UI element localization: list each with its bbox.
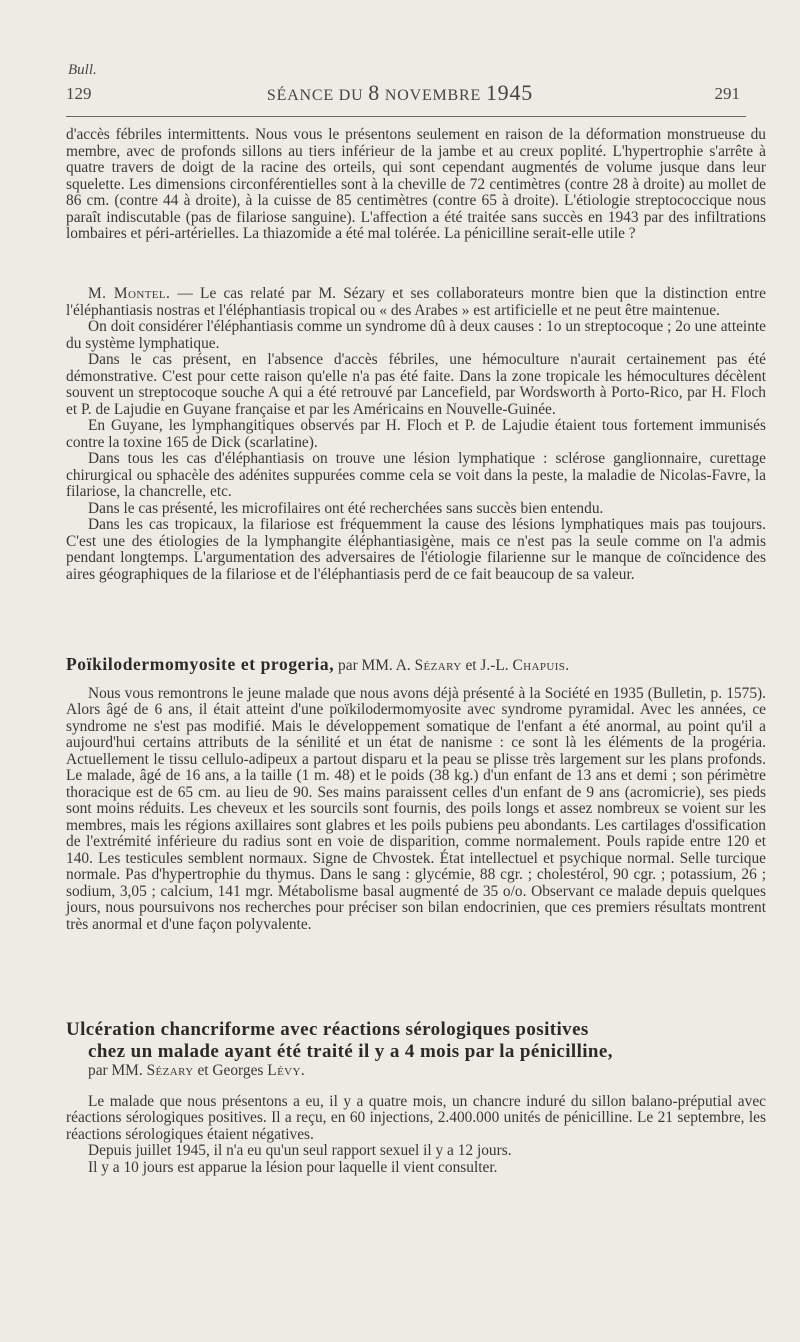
discussion-paragraph-5: Dans tous les cas d'éléphantiasis on trouve une lésion lymphatique : sclérose ganglionnaire, curettage chirurgical ou sphacèle des adénites suppurées comme cela se voit dans la peste, la maladie de Nicolas-Favre, la filariose, la chancrelle, etc. [66, 450, 766, 500]
author-chapuis: Chapuis. [512, 657, 570, 674]
running-head-c: NOVEMBRE [380, 87, 486, 104]
section-ulceration-title-line-2: chez un malade ayant été traité il y a 4 mois par la pénicilline, [88, 1041, 613, 1062]
page-number-right: 291 [714, 84, 740, 103]
section-ulceration-title-line-1: Ulcération chancriforme avec réactions sérologiques positives [66, 1019, 589, 1040]
page-number-left: 129 [66, 84, 92, 103]
author-sezary: Sézary [414, 657, 462, 674]
discussion-text-1: — Le cas relaté par M. Sézary et ses collaborateurs montre bien que la distinction entre l'éléphantiasis nostras et l'éléphantiasis tropical ou « des Arabes » est artificielle et ne peut être maintenue. [66, 285, 766, 319]
intro-paragraph: d'accès fébriles intermittents. Nous vous le présentons seulement en raison de la déformation monstrueuse du membre, avec de profonds sillons au tiers inférieur de la jambe et au creux poplité. L'hypertrophie s'arrête à quatre travers de doigt de la racine des orteils, qui sont cependant augmentés de volume jusque dans leur squelette. Les dimensions circonférentielles sont à la cheville de 72 centimètres (contre 28 à droite) au mollet de 86 cm. (contre 44 à droite), à la cuisse de 85 centimètres (contre 65 à droite). L'étiologie streptococcique nous paraît indiscutable (pas de filariose sanguine). L'affection a été traitée sans succès en 1943 par des infiltrations lombaires et péri-artérielles. La thiazomide a été mal tolérée. La pénicilline serait-elle utile ? [66, 126, 766, 242]
discussion-paragraph-7: Dans les cas tropicaux, la filariose est fréquemment la cause des lésions lymphatiques mais pas toujours. C'est une des étiologies de la lymphangite éléphantiasigène, mais ce n'est pas la seule comme on l'a admis pendant longtemps. L'argumentation des adversaires de l'étiologie filarienne sur le manque de coïncidence des aires géographiques de la filariose et de l'éléphantiasis perd de ce fait beaucoup de sa valeur. [66, 516, 766, 583]
section-ulceration [66, 1019, 766, 1176]
header-rule [66, 116, 746, 117]
section-ulceration-paragraph-3: Il y a 10 jours est apparue la lésion pour laquelle il vient consulter. [88, 1158, 498, 1176]
section-ulceration-paragraph-2: Depuis juillet 1945, il n'a eu qu'un seul rapport sexuel il y a 12 jours. [88, 1142, 512, 1159]
section-progeria [66, 656, 766, 933]
section-ulceration-authors: par MM. Sézary et Georges Lévy. [88, 1062, 306, 1079]
marginal-note: Bull. [68, 62, 97, 78]
discussant-name: M. Montel. [88, 285, 171, 302]
running-head-day: 8 [368, 80, 381, 105]
discussion-paragraph-4: En Guyane, les lymphangitiques observés par H. Floch et P. de Lajudie étaient tous fortement immunisés contre la toxine 165 de Dick (scarlatine). [66, 417, 766, 451]
running-head-year: 1945 [485, 80, 534, 105]
section-progeria-heading: Poïkilodermomyosite et progeria, par MM. A. Sézary et J.-L. Chapuis. [66, 654, 570, 674]
section-progeria-body: Nous vous remontrons le jeune malade que nous avons déjà présenté à la Société en 1935 (Bulletin, p. 1575). Alors âgé de 6 ans, il était atteint d'une poïkilodermomyosite avec syndrome pyramidal. Avec les années, ce syndrome ne s'est pas modifié. Mais le développement somatique de l'enfant a été anormal, au point qu'il a aujourd'hui certains attributs de la sénilité et un état de nanisme : ce sont là les éléments de la progéria. Actuellement le tissu cellulo-adipeux a partout disparu et la peau se plisse très largement sur les plans profonds. Le malade, âgé de 16 ans, a la taille (1 m. 48) et le poids (38 kg.) d'un enfant de 13 ans et demi ; son périmètre thoracique est de 65 cm. au lieu de 90. Ses mains paraissent celles d'un enfant de 9 ans (acromicrie), ses pieds sont moins réduits. Les cheveux et les sourcils sont fournis, des poils longs et assez nombreux se voient sur les membres, mais les régions axillaires sont glabres et les poils pubiens peu abondants. Les cartilages d'ossification de l'extrémité inférieure du radius sont en voie de disparition, comme normalement. Pouls rapide entre 120 et 140. Les testicules semblent normaux. Signe de Chvostek. État intellectuel et psychique normal. Selle turcique normale. Pas d'hypertrophie du thymus. Dans le sang : glycémie, 88 cgr. ; cholestérol, 90 cgr. ; potassium, 26 ; sodium, 3,05 ; calcium, 141 mgr. Métabolisme basal augmenté de 35 o/o. Observant ce malade depuis quelques jours, nous poursuivons nos recherches pour préciser son bilan endocrinien, que ces premiers résultats montrent très anormal et d'une façon polyvalente. [66, 684, 766, 933]
running-head-a: SÉANCE DU [266, 87, 369, 104]
author-levy: Lévy. [267, 1062, 306, 1079]
author-sezary-2: Sézary [146, 1062, 194, 1079]
discussion-paragraph-3: Dans le cas présent, en l'absence d'accès fébriles, une hémoculture n'aurait certainement pas été démonstrative. C'est pour cette raison qu'elle n'a pas été faite. Dans la zone tropicale les hémocultures décèlent souvent un streptocoque souche A qui a été retrouvé par Lancefield, par Wordsworth à Porto-Rico, par H. Floch et P. de Lajudie en Guyane française et par les Américains en Nouvelle-Guinée. [66, 351, 766, 418]
section-progeria-title: Poïkilodermomyosite et progeria, [66, 654, 335, 674]
section-ulceration-paragraph-1: Le malade que nous présentons a eu, il y a quatre mois, un chancre induré du sillon balano-préputial avec réactions sérologiques positives. Il a reçu, en 60 injections, 2.400.000 unités de pénicilline. Le 21 septembre, les réactions sérologiques étaient négatives. [66, 1092, 766, 1143]
discussion-paragraph-2: On doit considérer l'éléphantiasis comme un syndrome dû à deux causes : 1o un streptocoque ; 2o une atteinte du système lymphatique. [66, 318, 766, 352]
discussion-block [66, 286, 766, 583]
discussion-paragraph-1 [66, 286, 766, 319]
discussion-paragraph-6: Dans le cas présenté, les microfilaires ont été recherchées sans succès bien entendu. [88, 499, 604, 517]
running-head [0, 80, 800, 106]
intro-block [66, 127, 766, 243]
